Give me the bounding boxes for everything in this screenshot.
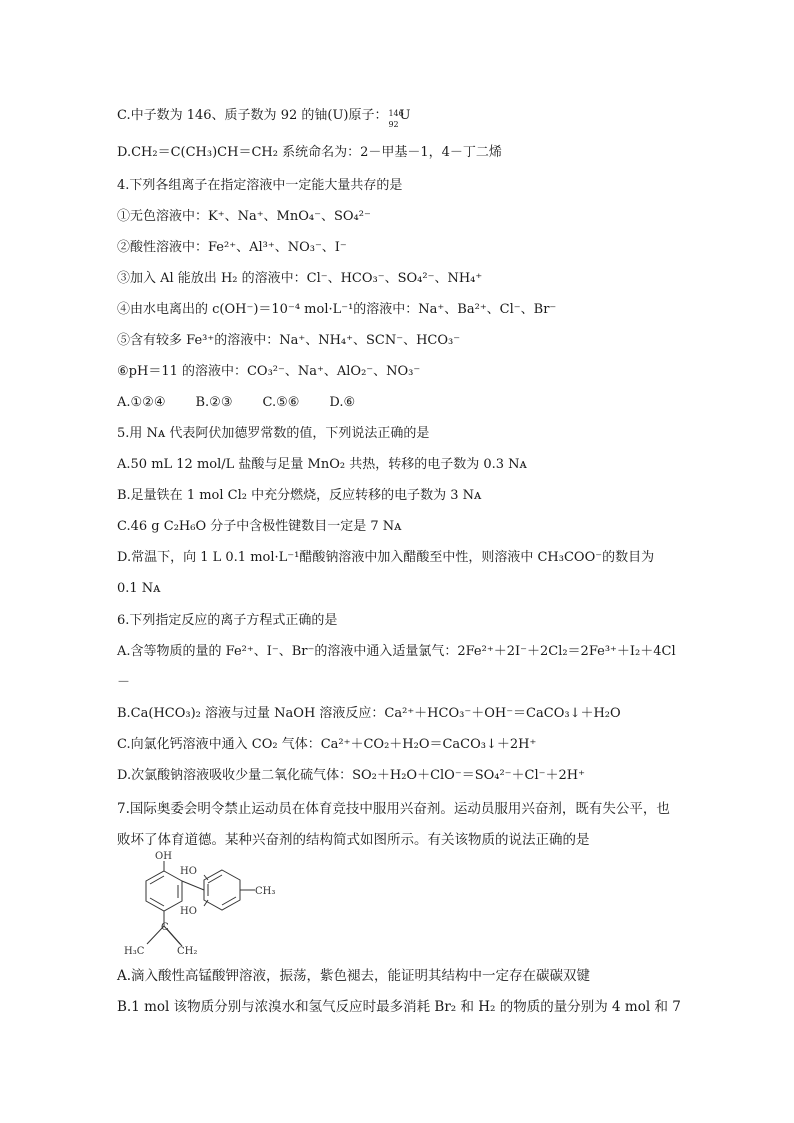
q6-option-a-line1: A.含等物质的量的 Fe²⁺、I⁻、Br⁻的溶液中通入适量氯气：2Fe²⁺＋2I⁻＋2Cl₂＝2Fe³⁺＋I₂＋4Cl	[117, 644, 676, 659]
left-benzene-ring	[146, 871, 182, 911]
question-5: 5.用 Nᴀ 代表阿伏加德罗常数的值，下列说法正确的是	[117, 426, 430, 441]
q4-choices	[117, 394, 385, 412]
q4-item-2: ②酸性溶液中：Fe²⁺、Al³⁺、NO₃⁻、I⁻	[117, 240, 347, 255]
q4-choice-a: A.①②④	[117, 395, 166, 410]
ho-lower-label: HO	[180, 906, 197, 917]
q4-item-5: ⑤含有较多 Fe³⁺的溶液中：Na⁺、NH₄⁺、SCN⁻、HCO₃⁻	[117, 333, 461, 348]
q7-option-a: A.滴入酸性高锰酸钾溶液，振荡，紫色褪去，能证明其结构中一定存在碳碳双键	[117, 968, 591, 984]
q4-item-3: ③加入 Al 能放出 H₂ 的溶液中：Cl⁻、HCO₃⁻、SO₄²⁻、NH₄⁺	[117, 271, 483, 286]
line-q3d: D.CH₂＝C(CH₃)CH＝CH₂ 系统命名为：2－甲基－1，4－丁二烯	[117, 145, 502, 160]
question-6: 6.下列指定反应的离子方程式正确的是	[117, 613, 338, 628]
ho-upper-label: HO	[180, 866, 197, 877]
q4-choice-c: C.⑤⑥	[262, 395, 300, 410]
q7-option-b: B.1 mol 该物质分别与浓溴水和氢气反应时最多消耗 Br₂ 和 H₂ 的物质的量分别为 4 mol 和 7	[117, 999, 681, 1015]
q4-choice-d: D.⑥	[329, 395, 356, 410]
q5-option-a: A.50 mL 12 mol/L 盐酸与足量 MnO₂ 共热，转移的电子数为 0.3 Nᴀ	[117, 457, 527, 472]
question-7-line2: 败坏了体育道德。某种兴奋剂的结构简式如图所示。有关该物质的说法正确的是	[117, 832, 590, 848]
q5-option-c: C.46 g C₂H₆O 分子中含极性键数目一定是 7 Nᴀ	[117, 519, 402, 534]
h3c-label: H₃C	[124, 946, 145, 957]
q5-option-b: B.足量铁在 1 mol Cl₂ 中充分燃烧，反应转移的电子数为 3 Nᴀ	[117, 488, 482, 503]
q4-item-4: ④由水电离出的 c(OH⁻)＝10⁻⁴ mol·L⁻¹的溶液中：Na⁺、Ba²⁺、Cl⁻、Br⁻	[117, 302, 557, 317]
ch3-label: CH₃	[255, 886, 276, 897]
isotope-number: 92	[388, 119, 399, 129]
right-benzene-ring	[204, 870, 240, 910]
q3c-text: C.中子数为 146、质子数为 92 的铀(U)原子：	[117, 108, 388, 123]
c-label: C	[161, 922, 169, 933]
uranium-isotope	[387, 108, 404, 129]
oh-label: OH	[155, 851, 172, 862]
biaryl-bond	[182, 881, 204, 890]
question-4: 4.下列各组离子在指定溶液中一定能大量共存的是	[117, 178, 403, 193]
q4-item-6: ⑥pH＝11 的溶液中：CO₃²⁻、Na⁺、AlO₂⁻、NO₃⁻	[117, 364, 421, 379]
line-q3c	[117, 107, 411, 129]
isotope-symbol: U	[399, 108, 411, 123]
molecule-structure-diagram	[117, 848, 287, 960]
ch2-label: CH₂	[177, 946, 198, 957]
q6-option-a-line2: －	[117, 675, 131, 690]
q6-option-d: D.次氯酸钠溶液吸收少量二氧化硫气体：SO₂＋H₂O＋ClO⁻＝SO₄²⁻＋Cl⁻＋2H⁺	[117, 768, 585, 783]
q6-option-c: C.向氯化钙溶液中通入 CO₂ 气体：Ca²⁺＋CO₂＋H₂O＝CaCO₃↓＋2H⁺	[117, 737, 537, 752]
q4-choice-b: B.②③	[195, 395, 233, 410]
q5-option-d-line2: 0.1 Nᴀ	[117, 581, 161, 596]
q5-option-d-line1: D.常温下，向 1 L 0.1 mol·L⁻¹醋酸钠溶液中加入醋酸至中性，则溶液中 CH₃COO⁻的数目为	[117, 550, 655, 565]
question-7-line1: 7.国际奥委会明令禁止运动员在体育竞技中服用兴奋剂。运动员服用兴奋剂，既有失公平，也	[117, 801, 670, 817]
q4-item-1: ①无色溶液中：K⁺、Na⁺、MnO₄⁻、SO₄²⁻	[117, 209, 371, 224]
q6-option-b: B.Ca(HCO₃)₂ 溶液与过量 NaOH 溶液反应：Ca²⁺＋HCO₃⁻＋OH⁻＝CaCO₃↓＋H₂O	[117, 706, 621, 721]
isotope-mass: 146	[388, 108, 404, 118]
